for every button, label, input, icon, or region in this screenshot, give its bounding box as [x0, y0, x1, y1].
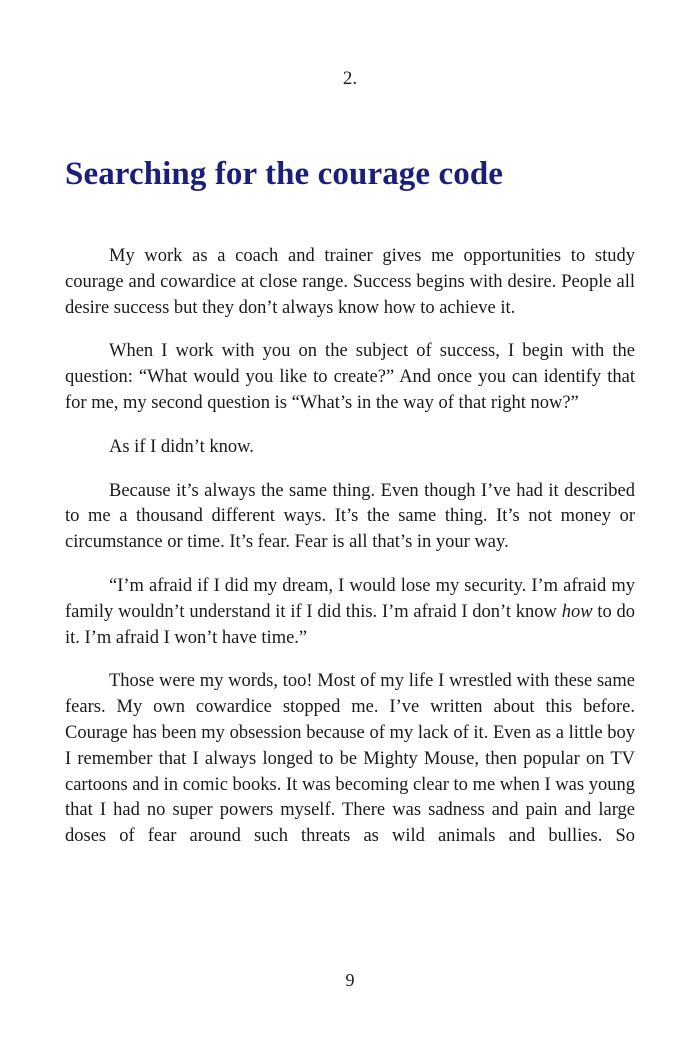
paragraph-text: to do it. I’m afraid I won’t have time.”	[65, 601, 636, 648]
paragraph-text: “I’m afraid if I did my dream, I would lose my security. I’m afraid my family wouldn’t understand it if I did this. I’m afraid I don’t know	[65, 575, 635, 622]
paragraph: When I work with you on the subject of success, I begin with the question: “What would you like to create?” And once you can identify that for me, my second question is “What’s in the way of that right now?”	[65, 341, 635, 413]
paragraph: Those were my words, too! Most of my life I wrestled with these same fears. My own cowardice stopped me. I’ve written about this before. Courage has been my obsession because of my lack of it. Even as a little boy I remember that I always longed to be Mighty Mouse, then popular on TV cartoons and in comic books. It was becoming clear to me when I was young that I had no super powers myself. There was sadness and pain and large doses of fear around such threats as wild animals and bullies. So	[65, 671, 635, 847]
chapter-title: Searching for the courage code	[65, 156, 504, 192]
chapter-number: 2.	[342, 68, 358, 89]
emphasis-text: how	[561, 601, 593, 622]
paragraph: As if I didn’t know.	[109, 436, 254, 457]
paragraph	[65, 574, 635, 651]
page-number: 9	[345, 970, 355, 990]
paragraph: My work as a coach and trainer gives me opportunities to study courage and cowardice at close range. Success begins with desire. People all desire success but they don’t always know how to achieve it.	[65, 246, 635, 318]
body-text	[65, 244, 635, 868]
paragraph: Because it’s always the same thing. Even though I’ve had it described to me a thousand different ways. It’s the same thing. It’s not money or circumstance or time. It’s fear. Fear is all that’s in your way.	[65, 480, 635, 553]
